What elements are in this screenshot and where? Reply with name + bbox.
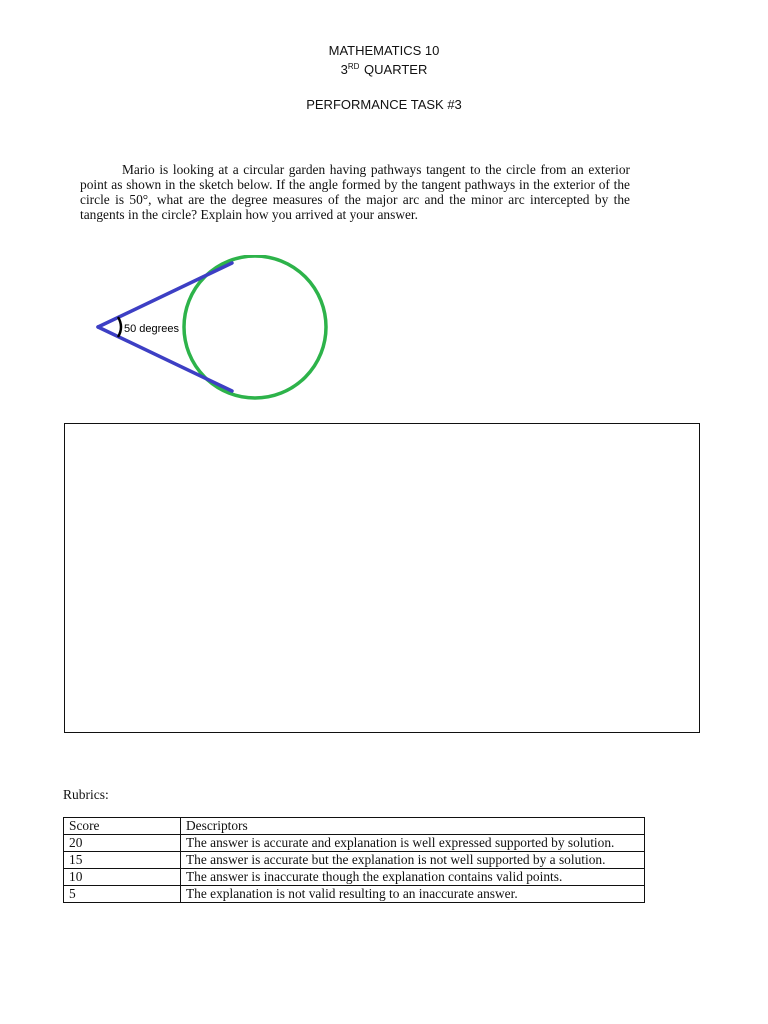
angle-label: 50 degrees bbox=[124, 323, 180, 335]
descriptor-cell: The answer is accurate and explanation is well expressed supported by solution. bbox=[181, 835, 645, 852]
descriptors-header: Descriptors bbox=[181, 818, 645, 835]
score-header: Score bbox=[64, 818, 181, 835]
rubrics-label: Rubrics: bbox=[63, 787, 109, 802]
quarter-ordinal: RD bbox=[347, 62, 360, 71]
rubric-row bbox=[64, 835, 645, 852]
descriptor-cell: The answer is accurate but the explanation is not well supported by a solution. bbox=[181, 852, 645, 869]
score-cell: 20 bbox=[64, 835, 181, 852]
score-cell: 5 bbox=[64, 886, 181, 903]
rubric-row bbox=[64, 869, 645, 886]
descriptor-cell: The explanation is not valid resulting to an inaccurate answer. bbox=[181, 886, 645, 903]
rubric-header-row bbox=[64, 818, 645, 835]
task-title: PERFORMANCE TASK #3 bbox=[306, 97, 462, 112]
answer-box[interactable] bbox=[64, 423, 700, 733]
score-cell: 15 bbox=[64, 852, 181, 869]
document-title: MATHEMATICS 10 bbox=[328, 43, 440, 58]
descriptor-cell: The answer is inaccurate though the explanation contains valid points. bbox=[181, 869, 645, 886]
rubric-table bbox=[63, 817, 645, 903]
rubric-row bbox=[64, 852, 645, 869]
quarter-number: 3 bbox=[340, 62, 348, 77]
quarter-text: QUARTER bbox=[360, 62, 428, 77]
angle-arc bbox=[118, 317, 121, 337]
rubric-row bbox=[64, 886, 645, 903]
tangent-circle-sketch bbox=[90, 255, 340, 405]
score-cell: 10 bbox=[64, 869, 181, 886]
quarter-label bbox=[0, 62, 768, 77]
problem-statement: Mario is looking at a circular garden having pathways tangent to the circle from an exterior point as shown in the sketch below. If the angle formed by the tangent pathways in the exterior of the circle is 50°, what are the degree measures of the major arc and the minor arc intercepted by the tangents in the circle? Explain how you arrived at your answer. bbox=[80, 162, 630, 222]
